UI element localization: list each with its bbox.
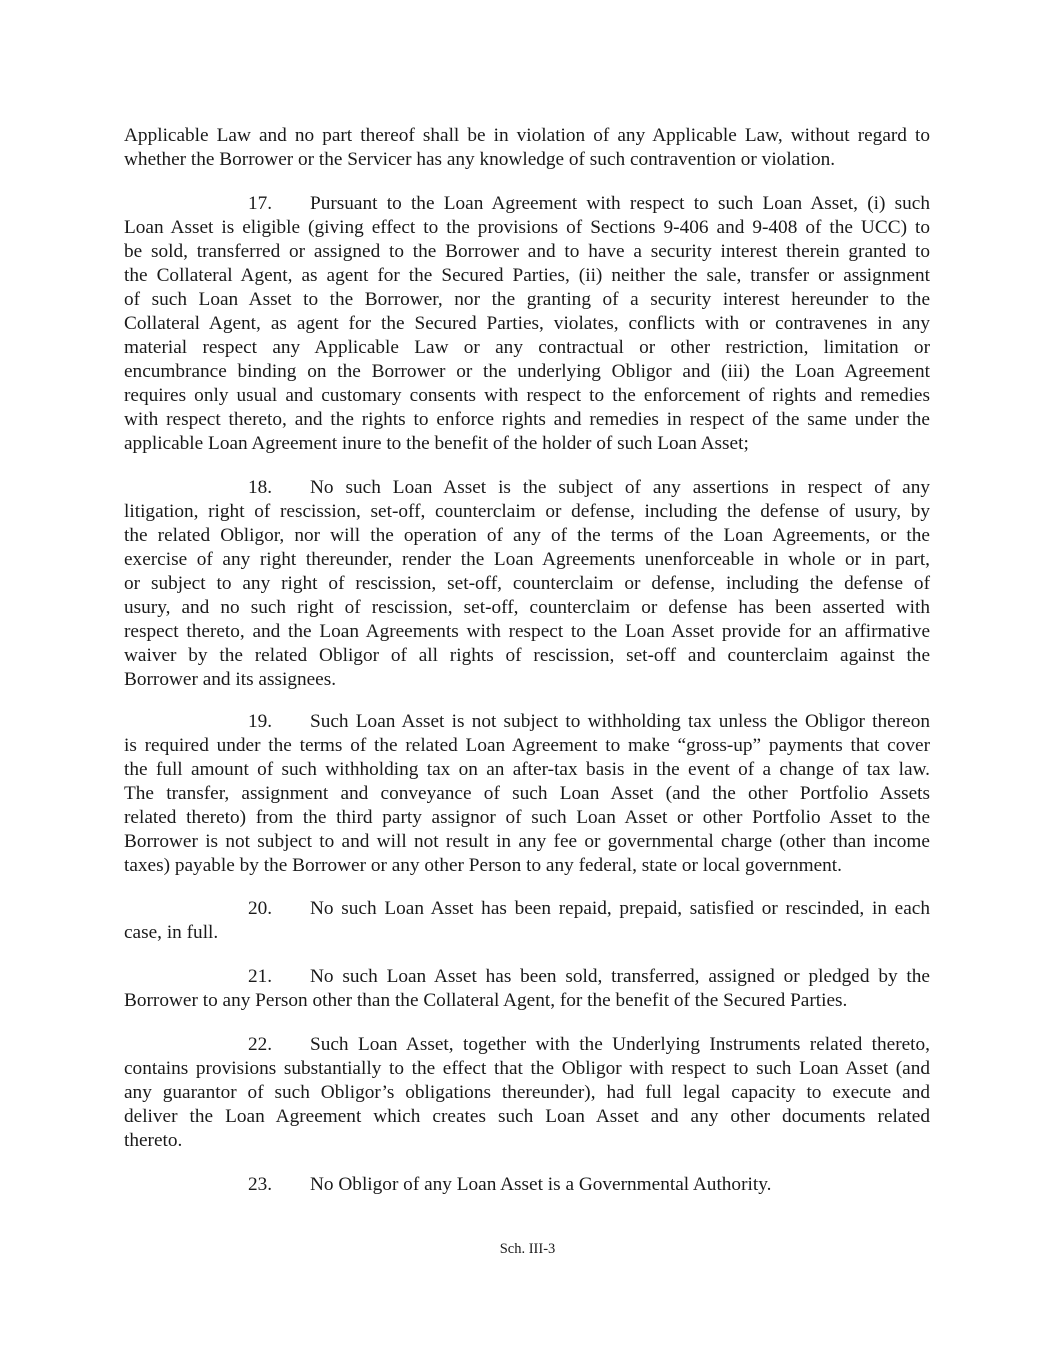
text-line: related thereto) from the third party assignor of such Loan Asset or other Portfolio Asset to the [124, 807, 930, 828]
text-line-content: No such Loan Asset is the subject of any assertions in respect of any [310, 477, 930, 498]
text-line: taxes) payable by the Borrower or any other Person to any federal, state or local government. [124, 855, 842, 876]
text-line: requires only usual and customary consents with respect to the enforcement of rights and remedies [124, 385, 930, 406]
text-line: applicable Loan Agreement inure to the benefit of the holder of such Loan Asset; [124, 433, 749, 454]
text-line: case, in full. [124, 922, 219, 943]
paragraph-number: 18. [248, 477, 273, 498]
paragraph-20 [124, 897, 930, 945]
text-line [124, 965, 930, 989]
text-line: is required under the terms of the related Loan Agreement to make “gross-up” payments that cover [124, 735, 930, 756]
text-line: Borrower and its assignees. [124, 669, 337, 690]
text-line [124, 897, 930, 921]
paragraph-number: 23. [248, 1174, 273, 1195]
text-line: of such Loan Asset to the Borrower, nor the granting of a security interest hereunder to the [124, 289, 930, 310]
text-line-content: No Obligor of any Loan Asset is a Governmental Authority. [310, 1174, 772, 1195]
paragraph-21 [124, 965, 930, 1013]
text-line: the related Obligor, nor will the operation of any of the terms of the Loan Agreements, or the [124, 525, 930, 546]
paragraph-19 [124, 710, 930, 878]
paragraph-22 [124, 1033, 930, 1153]
text-line: be sold, transferred or assigned to the Borrower and to have a security interest therein granted to [124, 241, 930, 262]
text-line: whether the Borrower or the Servicer has any knowledge of such contravention or violation. [124, 149, 836, 170]
text-line [124, 710, 930, 734]
paragraph-number: 19. [248, 711, 273, 732]
paragraph-number: 20. [248, 898, 273, 919]
text-line [124, 1033, 930, 1057]
text-line: Loan Asset is eligible (giving effect to the provisions of Sections 9-406 and 9-408 of the UCC) to [124, 217, 930, 238]
text-line: deliver the Loan Agreement which creates such Loan Asset and any other documents related [124, 1106, 930, 1127]
text-line: The transfer, assignment and conveyance of such Loan Asset (and the other Portfolio Assets [124, 783, 930, 804]
text-line [124, 476, 930, 500]
text-line: thereto. [124, 1130, 183, 1151]
paragraph-23 [248, 1173, 771, 1197]
text-line [124, 192, 930, 216]
text-line: contains provisions substantially to the effect that the Obligor with respect to such Loan Asset (and [124, 1058, 930, 1079]
page-footer: Sch. III-3 [499, 1241, 556, 1257]
text-line: the full amount of such withholding tax on an after-tax basis in the event of a change of tax law. [124, 759, 930, 780]
text-line: or subject to any right of rescission, set-off, counterclaim or defense, including the defense of [124, 573, 930, 594]
text-line: respect thereto, and the Loan Agreements with respect to the Loan Asset provide for an affirmative [124, 621, 930, 642]
text-line: encumbrance binding on the Borrower or the underlying Obligor and (iii) the Loan Agreement [124, 361, 930, 382]
text-line: the Collateral Agent, as agent for the Secured Parties, (ii) neither the sale, transfer or assignment [124, 265, 930, 286]
paragraph-number: 21. [248, 966, 273, 987]
paragraph-18 [124, 476, 930, 692]
text-line: litigation, right of rescission, set-off, counterclaim or defense, including the defense of usury, by [124, 501, 930, 522]
text-line-content: No such Loan Asset has been sold, transferred, assigned or pledged by the [310, 966, 930, 987]
text-line: Borrower is not subject to and will not result in any fee or governmental charge (other than income [124, 831, 930, 852]
text-line-content: Such Loan Asset is not subject to withholding tax unless the Obligor thereon [310, 711, 930, 732]
text-line-content: Pursuant to the Loan Agreement with respect to such Loan Asset, (i) such [310, 193, 930, 214]
text-line-content: No such Loan Asset has been repaid, prepaid, satisfied or rescinded, in each [310, 898, 930, 919]
text-line: Collateral Agent, as agent for the Secured Parties, violates, conflicts with or contravenes in any [124, 313, 930, 334]
text-line: exercise of any right thereunder, render the Loan Agreements unenforceable in whole or in part, [124, 549, 930, 570]
text-line: Applicable Law and no part thereof shall be in violation of any Applicable Law, without regard to [124, 125, 930, 146]
paragraph-number: 22. [248, 1034, 273, 1055]
text-line-content: Such Loan Asset, together with the Underlying Instruments related thereto, [310, 1034, 930, 1055]
paragraph-number: 17. [248, 193, 273, 214]
continuation-paragraph [124, 124, 930, 172]
text-line: material respect any Applicable Law or any contractual or other restriction, limitation or [124, 337, 930, 358]
text-line: waiver by the related Obligor of all rights of rescission, set-off and counterclaim against the [124, 645, 930, 666]
text-line: Borrower to any Person other than the Collateral Agent, for the benefit of the Secured Parties. [124, 990, 848, 1011]
paragraph-17 [124, 192, 930, 456]
text-line: any guarantor of such Obligor’s obligations thereunder), had full legal capacity to execute and [124, 1082, 930, 1103]
text-line: with respect thereto, and the rights to enforce rights and remedies in respect of the same under the [124, 409, 930, 430]
text-line: usury, and no such right of rescission, set-off, counterclaim or defense has been asserted with [124, 597, 930, 618]
